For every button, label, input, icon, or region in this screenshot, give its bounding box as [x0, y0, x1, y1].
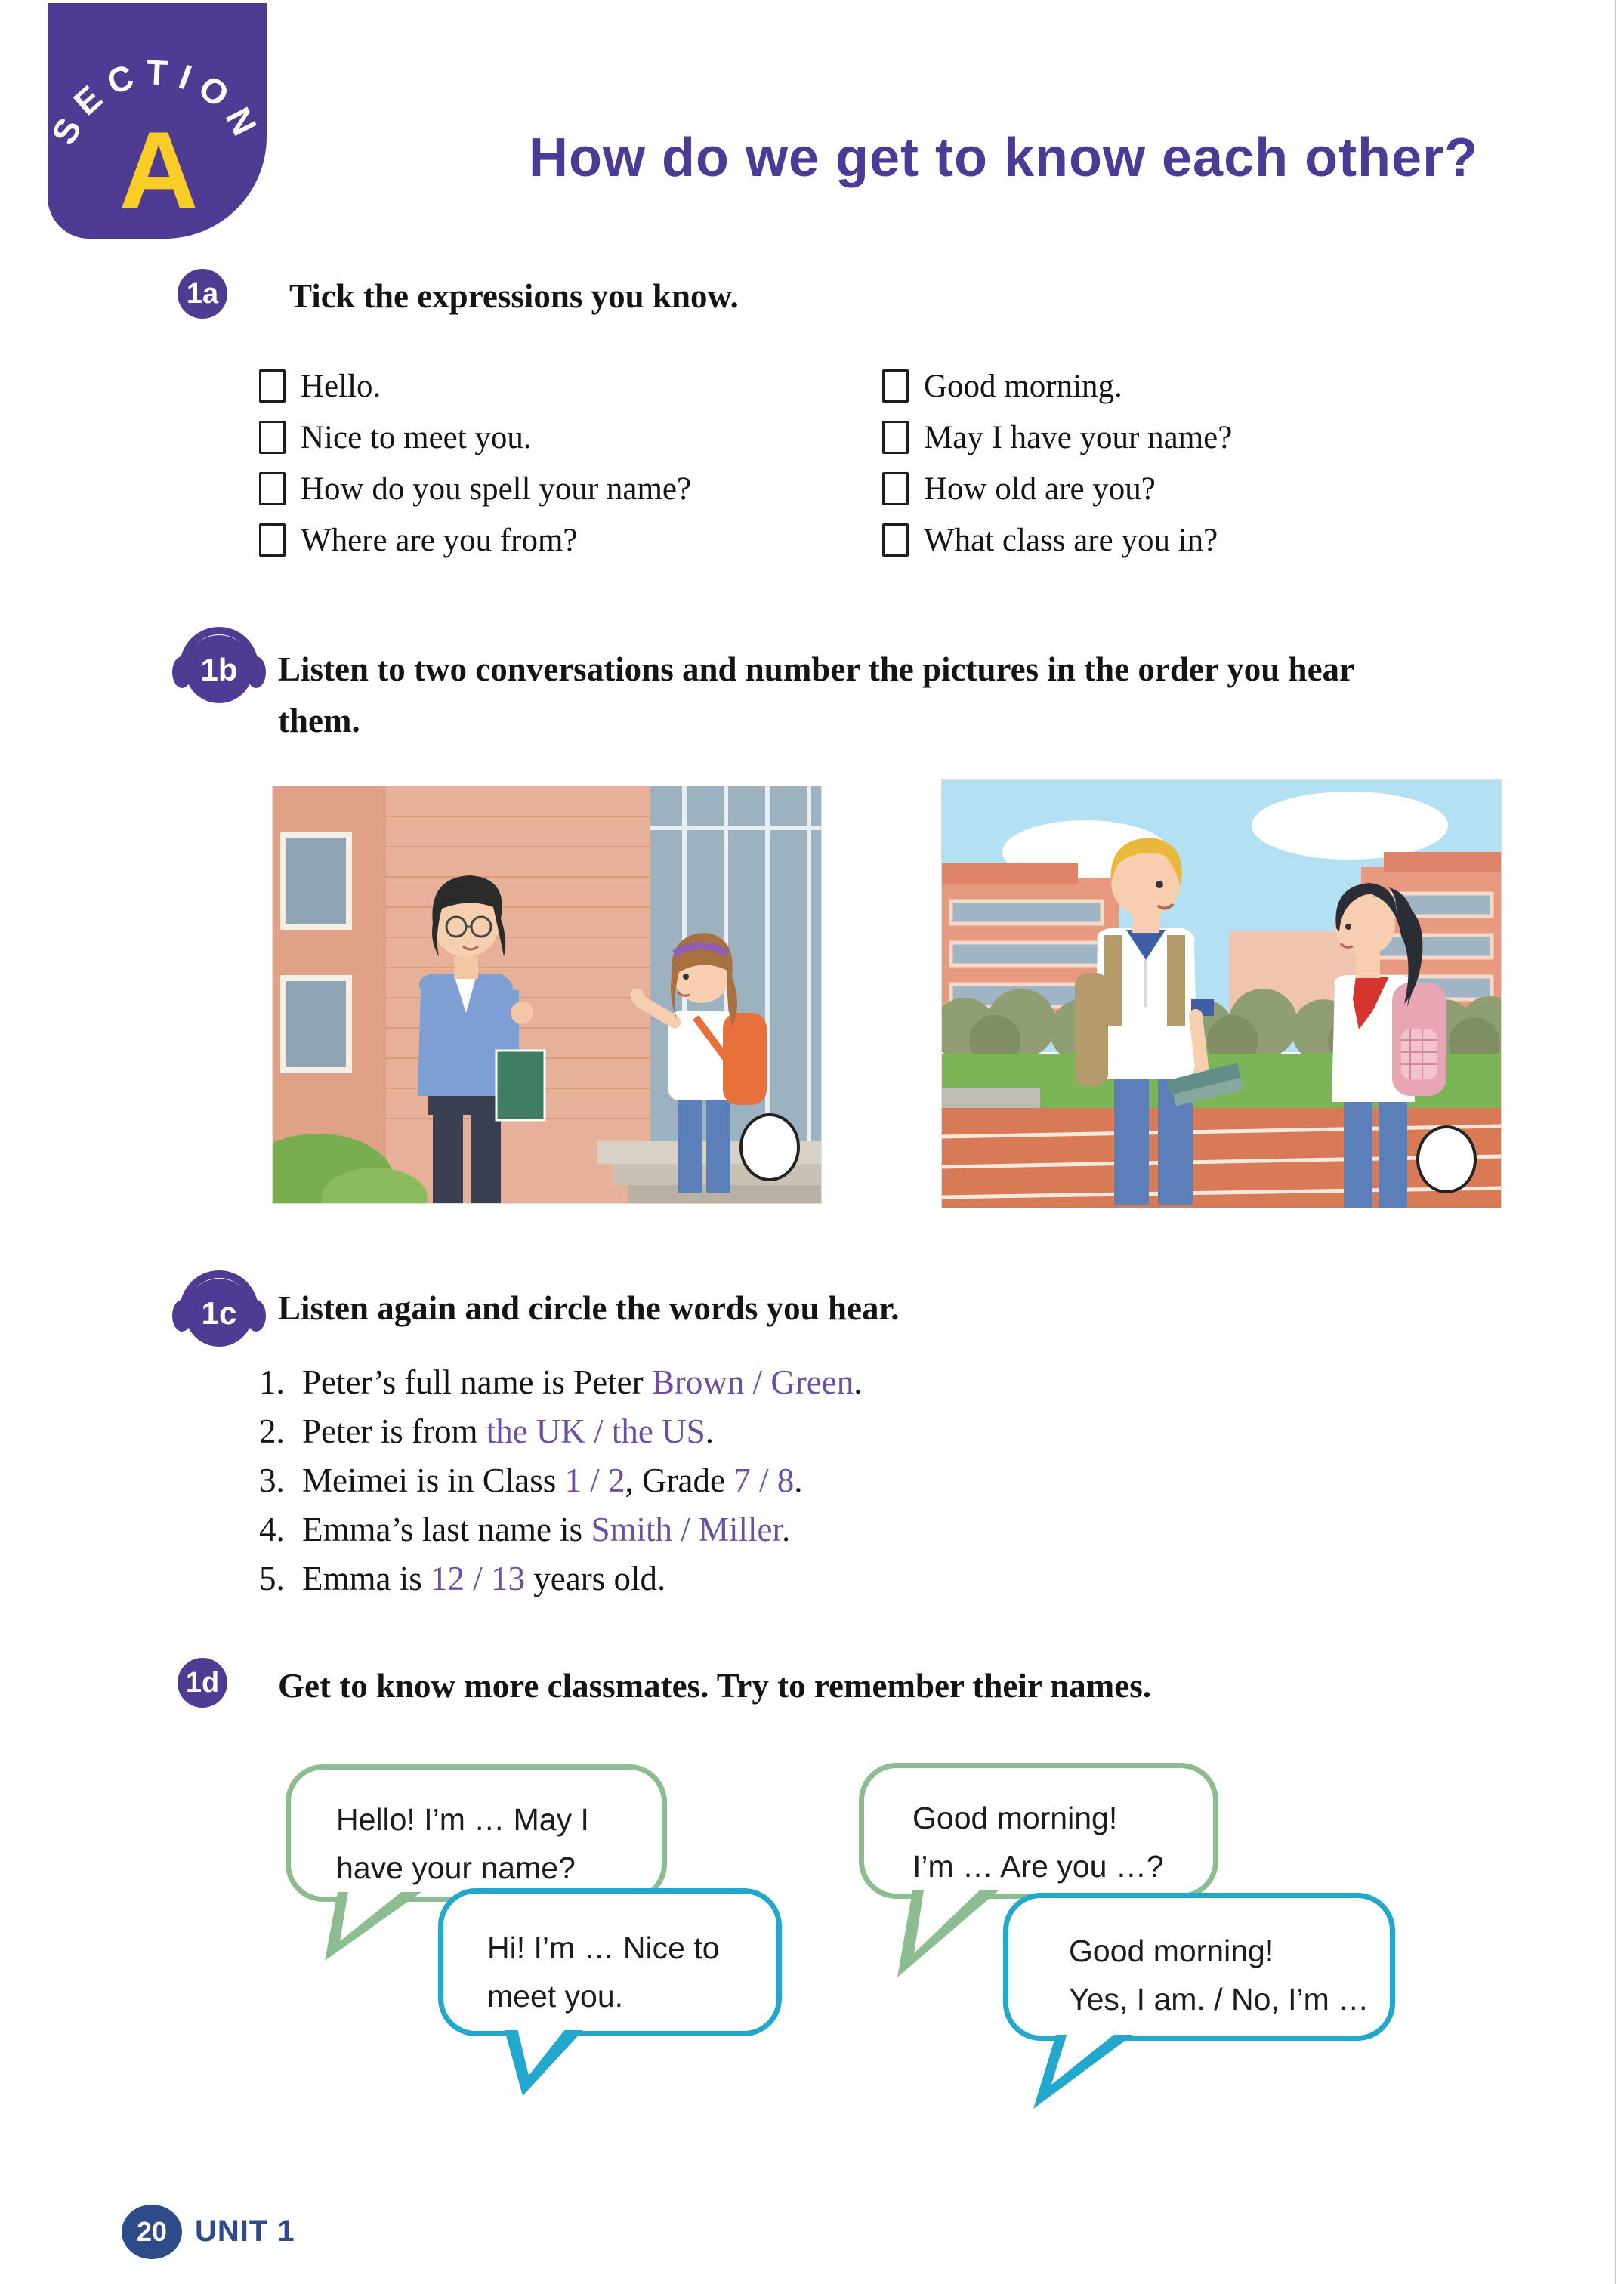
expression-item — [882, 472, 1156, 505]
word-choice[interactable]: 1 / 2 — [564, 1461, 625, 1499]
item-text: Emma’s last name is — [302, 1511, 591, 1548]
item-number: 1. — [259, 1363, 285, 1401]
bubble-line: Good morning! — [1069, 1934, 1274, 1968]
bubble-line: Good morning! — [912, 1801, 1118, 1835]
item-text: . — [705, 1412, 714, 1450]
expression-label: Hello. — [301, 368, 381, 404]
picture-two-students — [941, 779, 1502, 1208]
item-text: Peter is from — [302, 1412, 486, 1450]
item-number: 2. — [259, 1412, 285, 1450]
item-text: . — [656, 1560, 666, 1597]
checkbox[interactable] — [259, 421, 286, 454]
bubble-line: I’m … Are you …? — [912, 1849, 1164, 1884]
instruction-line: them. — [278, 702, 360, 739]
headphones-icon — [171, 1252, 267, 1352]
number-circle-2[interactable] — [1418, 1127, 1475, 1192]
item-number: 5. — [259, 1560, 285, 1597]
word-choice[interactable]: 7 / 8 — [733, 1461, 795, 1499]
speech-bubble-hi — [438, 1888, 782, 2036]
checkbox[interactable] — [259, 472, 286, 505]
bubble-line: Yes, I am. / No, I’m … — [1069, 1982, 1369, 2017]
item-text: Emma is — [302, 1560, 431, 1597]
activity-1c-marker — [171, 1252, 267, 1356]
expression-item — [259, 421, 532, 454]
item-text: Meimei is in Class — [302, 1461, 565, 1499]
activity-1a-instruction: Tick the expressions you know. — [289, 277, 739, 315]
item-text: , Grade — [625, 1461, 734, 1499]
expression-item — [259, 472, 691, 505]
section-badge-art — [48, 3, 267, 239]
expression-item — [259, 523, 578, 557]
item-text: . — [781, 1511, 791, 1548]
expression-label: Nice to meet you. — [301, 419, 532, 455]
headphones-icon — [171, 609, 267, 708]
item-number: 3. — [259, 1461, 285, 1499]
expression-label: Where are you from? — [301, 522, 578, 558]
circle-words-item — [259, 1412, 714, 1451]
word-choice[interactable]: Smith / Miller — [591, 1511, 782, 1548]
speech-bubble-hello — [286, 1764, 667, 1902]
expression-item — [882, 523, 1218, 557]
section-letter: A — [119, 109, 199, 232]
instruction-line: Listen to two conversations and number the pictures in the order you hear — [278, 650, 1355, 688]
checkbox[interactable] — [882, 523, 909, 557]
checkbox[interactable] — [882, 421, 909, 454]
activity-1b-marker — [171, 609, 267, 712]
circle-words-item — [259, 1510, 790, 1549]
checkbox[interactable] — [259, 523, 286, 557]
circle-words-item — [259, 1461, 802, 1500]
activity-1d-instruction: Get to know more classmates. Try to remember their names. — [278, 1667, 1152, 1705]
expression-item — [259, 369, 381, 403]
item-number: 4. — [259, 1511, 285, 1548]
page-title: How do we get to know each other? — [529, 128, 1479, 188]
expression-label: Good morning. — [924, 368, 1122, 404]
speech-bubble-good-morning-question — [859, 1763, 1218, 1899]
picture-teacher-and-student — [272, 786, 822, 1204]
section-badge — [48, 3, 267, 239]
activity-1c-instruction: Listen again and circle the words you hear. — [278, 1289, 900, 1327]
item-text: . — [794, 1461, 803, 1499]
item-text: . — [854, 1363, 863, 1401]
checkbox[interactable] — [259, 369, 286, 403]
expression-label: How do you spell your name? — [301, 471, 692, 507]
expression-label: May I have your name? — [924, 419, 1233, 455]
expression-label: What class are you in? — [924, 522, 1218, 558]
section-arc-text: SECTION — [48, 52, 267, 150]
word-choice[interactable]: 12 / 13 — [430, 1560, 525, 1597]
svg-text:1c: 1c — [201, 1295, 237, 1331]
expression-item — [882, 369, 1122, 403]
checkbox[interactable] — [882, 472, 909, 505]
expression-item — [882, 421, 1232, 454]
activity-1d-marker: 1d — [178, 1658, 227, 1708]
activity-1b-instruction — [278, 644, 1354, 746]
word-choice[interactable]: Brown / Green — [651, 1363, 854, 1401]
item-text: years old — [525, 1560, 657, 1597]
page-number-badge: 20 — [122, 2205, 182, 2259]
checkbox[interactable] — [882, 369, 909, 403]
bubble-line: Hi! I’m … Nice to — [487, 1931, 720, 1965]
speech-bubble-good-morning-answer — [1003, 1893, 1395, 2041]
activity-1a-marker: 1a — [178, 269, 227, 319]
svg-text:1b: 1b — [200, 652, 238, 687]
expression-label: How old are you? — [924, 471, 1156, 507]
item-text: Peter’s full name is Peter — [302, 1363, 652, 1401]
bubble-line: Hello! I’m … May I — [336, 1802, 589, 1837]
number-circle-1[interactable] — [741, 1115, 798, 1180]
word-choice[interactable]: the UK / the US — [486, 1412, 705, 1450]
unit-label: UNIT 1 — [195, 2215, 295, 2248]
circle-words-item — [259, 1559, 665, 1598]
page-edge-line — [1615, 0, 1616, 2284]
circle-words-item — [259, 1363, 863, 1402]
bubble-line: meet you. — [487, 1979, 624, 2014]
bubble-line: have your name? — [336, 1850, 576, 1885]
